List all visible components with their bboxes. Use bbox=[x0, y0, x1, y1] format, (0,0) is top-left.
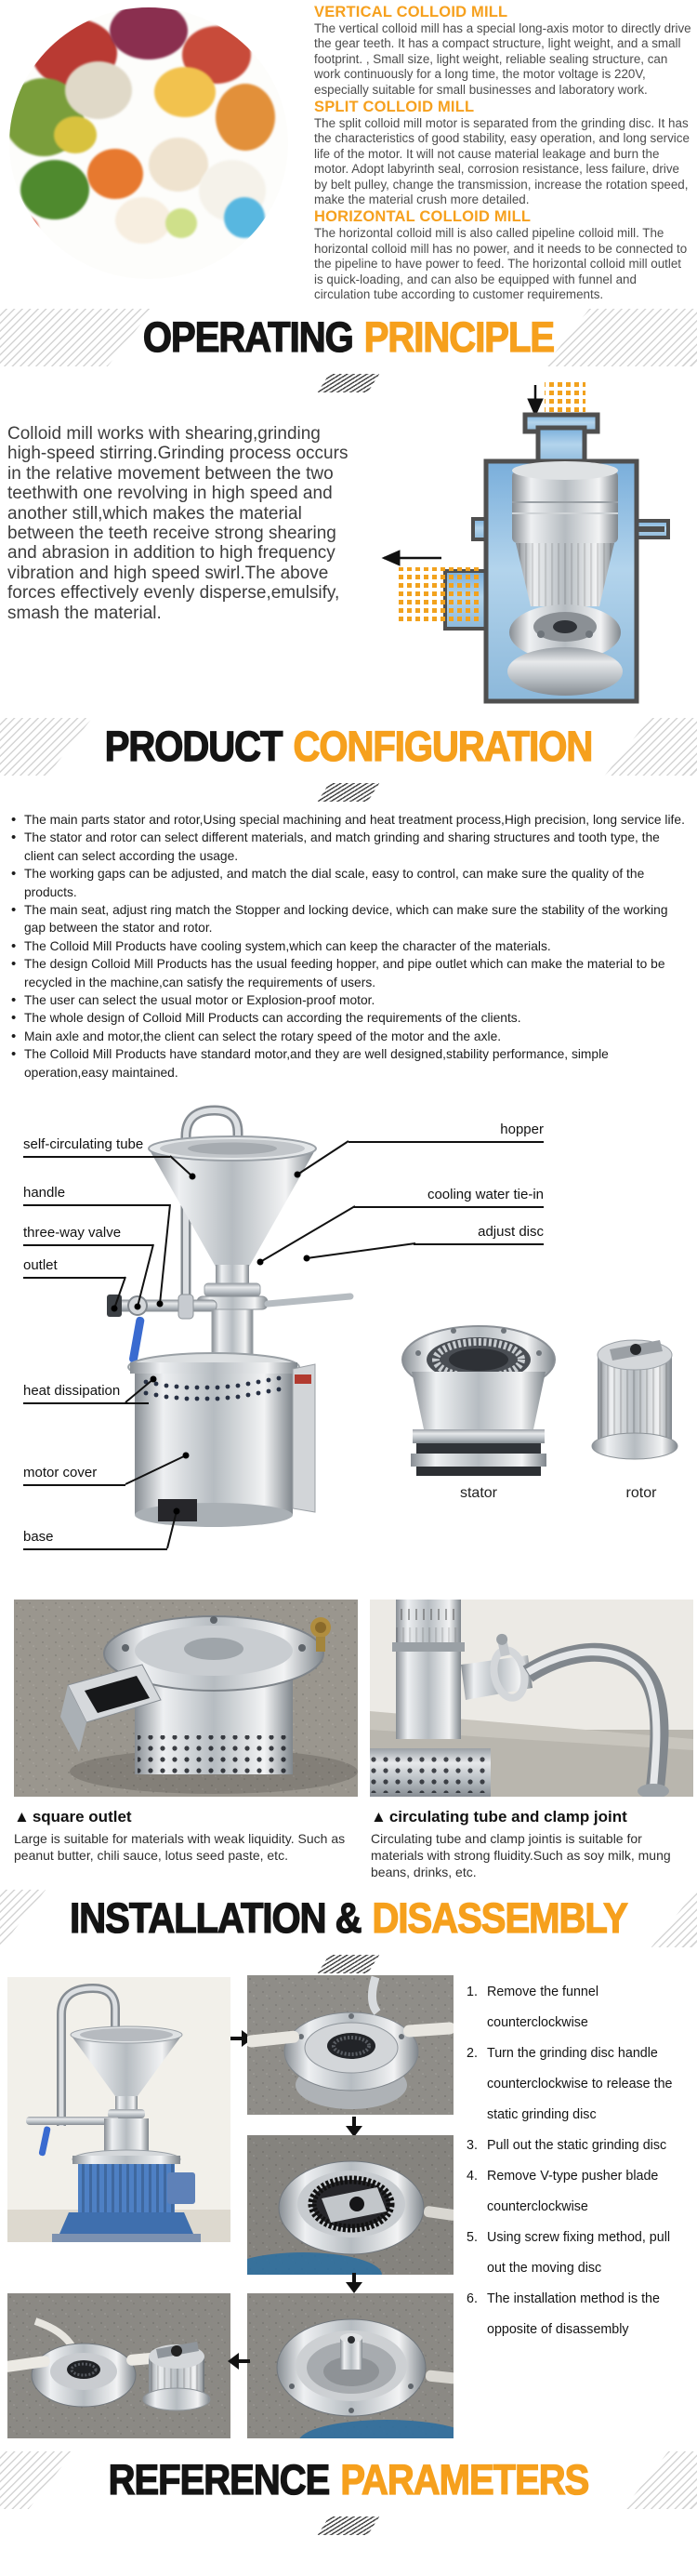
assembled-machine-photo bbox=[7, 1977, 230, 2242]
label-text: self-circulating tube bbox=[23, 1136, 144, 1153]
arrow-left-icon bbox=[228, 2349, 252, 2378]
intro-body-split: The split colloid mill motor is separated from the grinding disc. It has the characteristics of good stability, easy operation, and long service life of the motor. It will not cause material leakage and burn the motor. Adopt labyrinth seal, corrosion resistance, less failure, drive by belt pulley, change the transmission, increase the rotation speed, make the material crush more detailed. bbox=[314, 116, 690, 207]
intro-heading-horizontal: HORIZONTAL COLLOID MILL bbox=[314, 208, 532, 226]
step-number: 5. bbox=[467, 2230, 478, 2246]
banner-title-dark: REFERENCE bbox=[108, 2457, 330, 2504]
banner-title-dark: INSTALLATION & bbox=[70, 1895, 362, 1943]
step-number: 4. bbox=[467, 2169, 478, 2184]
parts-diagram-section bbox=[0, 1083, 697, 1562]
operating-principle-text: Colloid mill works with shearing,grinding high-speed stirring.Grinding process occurs in the relative movement between the two teethwith one revolving in high speed and another still,which makes the material between the teeth receive strong shearing and abrasion in addition to high frequency vibration and high speed swirl.The above forces effectively evenly disperse,emulsify, smash the material. bbox=[7, 424, 348, 623]
config-bullet: • The whole design of Colloid Mill Products can according the requirements of the clients. bbox=[11, 1009, 691, 1027]
step-text: Using screw fixing method, pull out the moving disc bbox=[487, 2230, 671, 2277]
step-number: 2. bbox=[467, 2046, 478, 2062]
intro-body-vertical: The vertical colloid mill has a special long-axis motor to directly drive the gear teeth. It has a compact structure, light weight, and a small footprint. , Small size, light weight, reliable sealing structure, can work continuously for a long time, the motor voltage is 220V, especially suitable for small businesses and laboratory work. bbox=[314, 21, 691, 97]
square-outlet-photo bbox=[14, 1600, 358, 1797]
label-three-way-valve bbox=[23, 1225, 153, 1246]
circulating-tube-photo bbox=[370, 1600, 693, 1797]
step-text: Remove the funnel counterclockwise bbox=[487, 1985, 599, 2031]
food-blob bbox=[216, 84, 275, 151]
label-text: three-way valve bbox=[23, 1225, 122, 1242]
label-adjust-disc bbox=[414, 1224, 544, 1245]
operating-principle-section bbox=[0, 394, 697, 718]
installation-title bbox=[0, 1890, 697, 1947]
food-blob bbox=[65, 61, 132, 119]
label-motor-cover bbox=[23, 1465, 125, 1486]
caption-title-text: square outlet bbox=[32, 1808, 132, 1826]
food-blob bbox=[224, 197, 265, 238]
config-bullet: • The working gaps can be adjusted, and match the dial scale, easy to control, can make sure the quality of the products. bbox=[11, 865, 691, 901]
caption-title bbox=[371, 1808, 694, 1826]
install-step bbox=[467, 2284, 690, 2345]
config-bullet: • The Colloid Mill Products have standard motor,and they are well designed,stability performance, simple operation,easy maintained. bbox=[11, 1045, 691, 1082]
food-blob bbox=[87, 149, 143, 199]
food-blob bbox=[154, 67, 216, 117]
install-step bbox=[467, 1977, 690, 2038]
rotor-assembly bbox=[507, 461, 623, 696]
product-configuration-title bbox=[0, 718, 697, 776]
intro-heading-split: SPLIT COLLOID MILL bbox=[314, 99, 475, 116]
feature-captions bbox=[14, 1808, 697, 1880]
food-blob bbox=[115, 197, 171, 244]
config-bullet: • The Colloid Mill Products have cooling system,which can keep the character of the materials. bbox=[11, 937, 691, 955]
food-blob bbox=[54, 116, 97, 153]
installation-steps-section bbox=[0, 1975, 697, 2440]
operating-principle-title bbox=[0, 309, 697, 366]
reference-parameters-banner bbox=[0, 2451, 697, 2509]
label-rotor: rotor bbox=[625, 1485, 657, 1502]
banner-title-dark: PRODUCT bbox=[104, 723, 283, 771]
banner-title-dark: OPERATING bbox=[142, 313, 353, 362]
step-number: 3. bbox=[467, 2138, 478, 2154]
colloid-mill-cross-section-diagram bbox=[356, 381, 695, 709]
label-cooling-water-tie-in bbox=[353, 1187, 544, 1208]
circulating-tube-caption bbox=[371, 1808, 694, 1880]
intro-body-horizontal: The horizontal colloid mill is also called pipeline colloid mill. The horizontal colloid mill has no power, and it needs to be connected to the pipeline to have power to feed. The horizontal colloid mill outlet is quick-loading, and can also be equipped with funnel and circulation tube according to customer requirements. bbox=[314, 226, 688, 302]
config-bullet: • The user can select the usual motor or Explosion-proof motor. bbox=[11, 991, 691, 1009]
step-photo-empty-chamber bbox=[247, 2293, 454, 2438]
label-outlet bbox=[23, 1257, 125, 1279]
label-text: heat dissipation bbox=[23, 1383, 121, 1400]
food-blob bbox=[110, 7, 188, 60]
install-step bbox=[467, 2223, 690, 2284]
stripe-divider bbox=[318, 1955, 379, 1973]
label-text: hopper bbox=[500, 1122, 544, 1138]
label-hopper bbox=[348, 1122, 544, 1143]
label-text: cooling water tie-in bbox=[427, 1187, 544, 1203]
step-text: Remove V-type pusher blade counterclockwise bbox=[487, 2169, 659, 2215]
config-bullet: • The stator and rotor can select different materials, and match grinding and sharing structures and tooth type, the client can select according the usage. bbox=[11, 829, 691, 865]
intro-heading-vertical: VERTICAL COLLOID MILL bbox=[314, 4, 508, 20]
label-handle bbox=[23, 1185, 170, 1206]
banner-title-accent: PRINCIPLE bbox=[363, 313, 555, 362]
step-number: 6. bbox=[467, 2291, 478, 2307]
intro-section bbox=[0, 0, 697, 302]
config-bullet: • Main axle and motor,the client can select the rotary speed of the motor and the axle. bbox=[11, 1028, 691, 1045]
label-base bbox=[23, 1529, 167, 1550]
label-text: base bbox=[23, 1529, 54, 1546]
install-step bbox=[467, 2038, 690, 2131]
label-text: outlet bbox=[23, 1257, 58, 1274]
step-number: 1. bbox=[467, 1985, 478, 2000]
step-photo-grinding-disc bbox=[247, 2135, 454, 2275]
square-outlet-caption bbox=[14, 1808, 358, 1880]
caption-title-text: circulating tube and clamp joint bbox=[388, 1808, 627, 1826]
stripe-divider bbox=[318, 2516, 379, 2535]
config-bullet: • The main parts stator and rotor,Using special machining and heat treatment process,High precision, long service life. bbox=[11, 811, 691, 829]
food-blob bbox=[9, 214, 39, 246]
triangle-marker-icon: ▲ bbox=[371, 1808, 387, 1826]
triangle-marker-icon: ▲ bbox=[14, 1808, 30, 1826]
step-photo-funnel-removed bbox=[247, 1975, 454, 2115]
label-stator: stator bbox=[459, 1485, 497, 1502]
caption-body: Circulating tube and clamp jointis is suitable for materials with strong fluidity.Such as soy milk, mung beans, drinks, etc. bbox=[371, 1831, 671, 1880]
reference-parameters-title bbox=[0, 2451, 697, 2509]
feature-photo-row bbox=[14, 1600, 697, 1797]
configuration-bullet-list bbox=[11, 811, 691, 1082]
config-bullet: • The main seat, adjust ring match the Stopper and locking device, which can make sure the stability of the working gap between the stator and rotor. bbox=[11, 901, 691, 937]
label-text: handle bbox=[23, 1185, 66, 1202]
step-text: Turn the grinding disc handle counterclockwise to release the static grinding disc bbox=[487, 2046, 673, 2123]
food-blob bbox=[165, 208, 197, 238]
caption-title bbox=[14, 1808, 358, 1826]
step-photo-disassembled-parts bbox=[7, 2293, 230, 2438]
operating-principle-banner bbox=[0, 309, 697, 366]
food-collage-image bbox=[9, 7, 288, 279]
label-heat-dissipation bbox=[23, 1383, 149, 1404]
label-self-circulating-tube bbox=[23, 1136, 170, 1158]
installation-banner bbox=[0, 1890, 697, 1947]
install-step bbox=[467, 2131, 690, 2161]
install-step bbox=[467, 2161, 690, 2223]
food-blob bbox=[20, 160, 89, 219]
caption-body: Large is suitable for materials with weak liquidity. Such as peanut butter, chili sauce, lotus seed paste, etc. bbox=[14, 1831, 346, 1864]
label-text: motor cover bbox=[23, 1465, 98, 1481]
banner-title-accent: PARAMETERS bbox=[340, 2457, 589, 2504]
product-configuration-banner bbox=[0, 718, 697, 776]
banner-title-accent: CONFIGURATION bbox=[293, 723, 593, 771]
stripe-divider bbox=[318, 783, 379, 802]
banner-title-accent: DISASSEMBLY bbox=[372, 1895, 627, 1943]
step-text: Pull out the static grinding disc bbox=[487, 2138, 667, 2154]
step-text: The installation method is the opposite of disassembly bbox=[487, 2291, 660, 2338]
intro-text-column bbox=[314, 4, 691, 304]
installation-step-list bbox=[467, 1977, 690, 2345]
config-bullet: • The design Colloid Mill Products has the usual feeding hopper, and pipe outlet which can make the material to be recycled in the machine,can satisfy the requirements of users. bbox=[11, 955, 691, 991]
label-text: adjust disc bbox=[478, 1224, 544, 1241]
